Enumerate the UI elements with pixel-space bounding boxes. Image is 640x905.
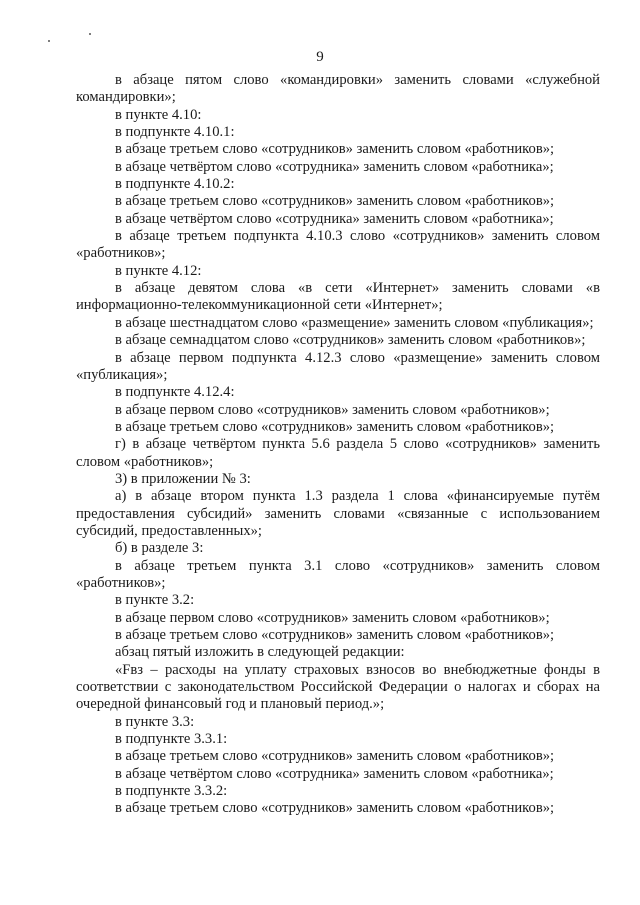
paragraph: в абзаце первом подпункта 4.12.3 слово «размещение» заменить словом «публикация»; <box>76 349 600 383</box>
paragraph: в абзаце третьем слово «сотрудников» заменить словом «работников»; <box>115 141 555 158</box>
document-body <box>76 72 600 818</box>
paragraph: в подпункте 3.3.2: <box>115 783 228 800</box>
paragraph: в абзаце третьем пункта 3.1 слово «сотрудников» заменить словом «работников»; <box>76 557 600 591</box>
paragraph: а) в абзаце втором пункта 1.3 раздела 1 слова «финансируемые путём предоставления субсидий» заменить словами «связанные с использованием субсидий, предоставленных»; <box>76 488 600 539</box>
page-number: 9 <box>316 49 324 65</box>
paragraph: в абзаце третьем слово «сотрудников» заменить словом «работников»; <box>115 748 555 765</box>
paragraph: абзац пятый изложить в следующей редакции: <box>115 644 405 661</box>
paragraph: в подпункте 4.10.2: <box>115 176 235 193</box>
paragraph: в пункте 4.10: <box>115 106 202 123</box>
paragraph: в абзаце четвёртом слово «сотрудника» заменить словом «работника»; <box>115 158 554 175</box>
paragraph: в подпункте 4.12.4: <box>115 384 235 401</box>
paragraph: в пункте 3.2: <box>115 592 195 609</box>
paragraph: 3) в приложении № 3: <box>115 470 251 487</box>
paragraph: в абзаце четвёртом слово «сотрудника» заменить словом «работника»; <box>115 210 554 227</box>
paragraph: в абзаце третьем подпункта 4.10.3 слово «сотрудников» заменить словом «работников»; <box>76 228 600 262</box>
paragraph: в абзаце первом слово «сотрудников» заменить словом «работников»; <box>115 609 550 626</box>
paragraph: в абзаце шестнадцатом слово «размещение» заменить словом «публикация»; <box>115 314 594 331</box>
paragraph: г) в абзаце четвёртом пункта 5.6 раздела 5 слово «сотрудников» заменить словом «работников»; <box>76 436 600 470</box>
paragraph: в абзаце третьем слово «сотрудников» заменить словом «работников»; <box>115 627 555 643</box>
paragraph: в подпункте 3.3.1: <box>115 731 228 748</box>
paragraph: в пункте 3.3: <box>115 713 195 730</box>
paragraph: в абзаце пятом слово «командировки» заменить словами «служебной командировки»; <box>76 72 600 106</box>
paragraph: в абзаце первом слово «сотрудников» заменить словом «работников»; <box>115 401 550 418</box>
paragraph: в пункте 4.12: <box>115 262 202 279</box>
paragraph: «Fвз – расходы на уплату страховых взносов во внебюджетные фонды в соответствии с законодательством Российской Федерации о налогах и сборах на очередной финансовый год и плановый период.»; <box>76 661 600 713</box>
paragraph: в абзаце третьем слово «сотрудников» заменить словом «работников»; <box>115 193 555 210</box>
paragraph: в подпункте 4.10.1: <box>115 124 235 141</box>
paragraph: б) в разделе 3: <box>115 540 204 557</box>
paragraph: в абзаце семнадцатом слово «сотрудников» заменить словом «работников»; <box>115 332 586 349</box>
paragraph: в абзаце третьем слово «сотрудников» заменить словом «работников»; <box>115 800 555 817</box>
scan-speck <box>48 40 50 42</box>
paragraph: в абзаце девятом слова «в сети «Интернет» заменить словами «в информационно-телекоммуникационной сети «Интернет»; <box>76 280 600 314</box>
scan-speck <box>89 33 91 35</box>
paragraph: в абзаце третьем слово «сотрудников» заменить словом «работников»; <box>115 418 555 435</box>
paragraph: в абзаце четвёртом слово «сотрудника» заменить словом «работника»; <box>115 765 554 782</box>
